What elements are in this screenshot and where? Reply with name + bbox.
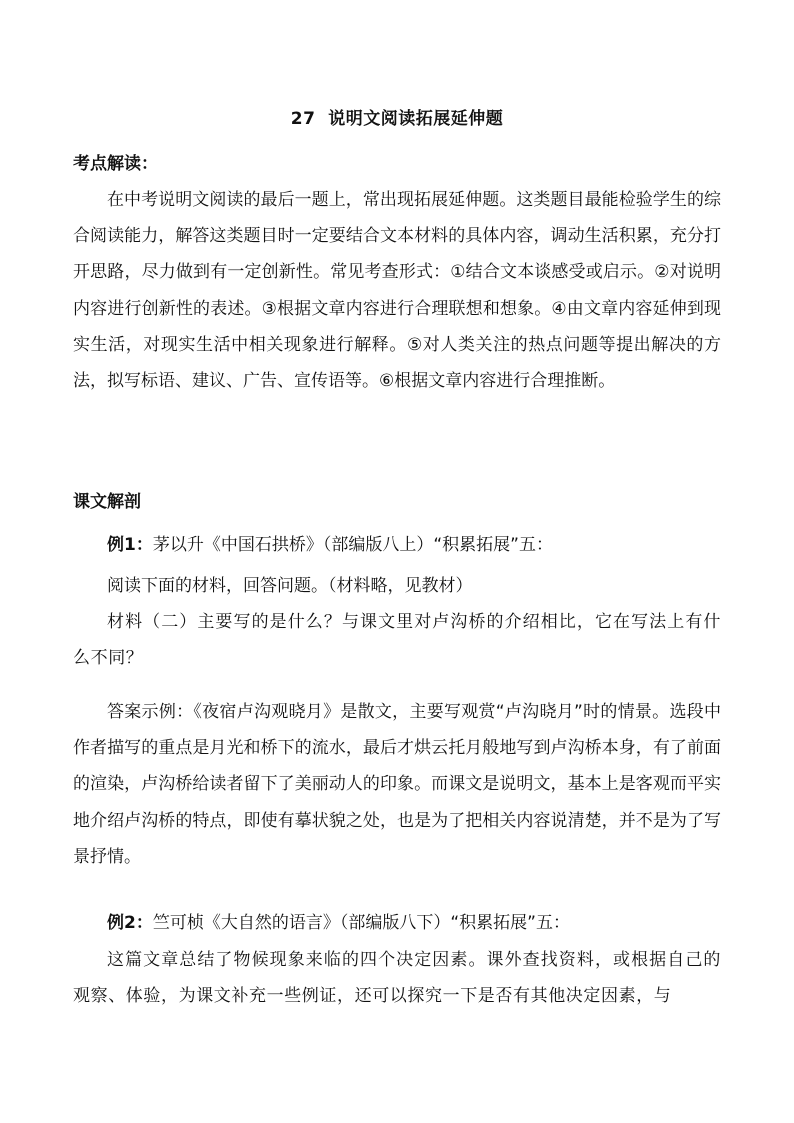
example1-lead: 例1：: [107, 535, 153, 555]
example1-answer: 答案示例：《夜宿卢沟观晓月》是散文，主要写观赏“卢沟晓月”时的情景。选段中作者描写的重点是月光和桥下的流水，最后才烘云托月般地写到卢沟桥本身，有了前面的渲染，卢沟桥给读者留下了美丽动人的印象。而课文是说明文，基本上是客观而平实地介绍卢沟桥的特点，即使有摹状貌之处，也是为了把相关内容说清楚，并不是为了写景抒情。: [73, 702, 721, 867]
page-title: 27 说明文阅读拓展延伸题: [290, 109, 504, 129]
section-heading-text-analysis: 课文解剖: [73, 492, 141, 512]
exam-points-paragraph: 在中考说明文阅读的最后一题上，常出现拓展延伸题。这类题目最能检验学生的综合阅读能力，解答这类题目时一定要结合文本材料的具体内容，调动生活积累，充分打开思路，尽力做到有一定创新性。常见考查形式：①结合文本谈感受或启示。②对说明内容进行创新性的表述。③根据文章内容进行合理联想和想象。④由文章内容延伸到现实生活，对现实生活中相关现象进行解释。⑤对人类关注的热点问题等提出解决的方法，拟写标语、建议、广告、宣传语等。⑥根据文章内容进行合理推断。: [73, 190, 721, 392]
section-heading-exam-points: 考点解读：: [73, 154, 158, 174]
example2-question: 这篇文章总结了物候现象来临的四个决定因素。课外查找资料，或根据自己的观察、体验，为课文补充一些例证，还可以探究一下是否有其他决定因素，与: [73, 950, 721, 1007]
example1-header: [73, 530, 721, 555]
example2-header: [73, 908, 721, 933]
example1-question: 材料（二）主要写的是什么？与课文里对卢沟桥的介绍相比，它在写法上有什么不同？: [73, 612, 721, 669]
example1-source: 茅以升《中国石拱桥》（部编版八上）“积累拓展”五：: [152, 535, 553, 555]
example1-instruction: 阅读下面的材料，回答问题。（材料略，见教材）: [107, 576, 473, 596]
example2-lead: 例2：: [107, 913, 153, 933]
example2-source: 竺可桢《大自然的语言》（部编版八下）“积累拓展”五：: [152, 913, 570, 933]
